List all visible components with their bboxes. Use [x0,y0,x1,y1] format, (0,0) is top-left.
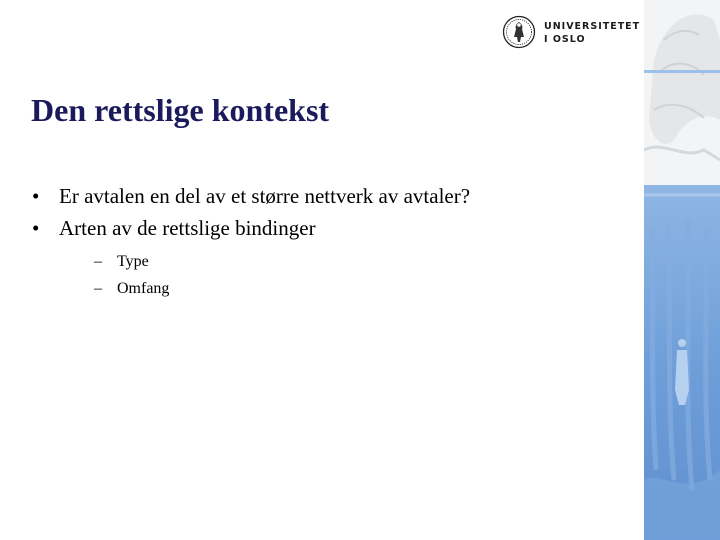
bullet-item [32,180,470,212]
bullet-marker: • [32,184,40,208]
sub-bullet-marker: – [94,280,102,297]
bullet-item [32,212,470,302]
decorative-side-panel [644,0,720,540]
sub-bullet-list [59,248,470,302]
bullet-text: Er avtalen en del av et større nettverk av avtaler? [59,184,471,208]
sub-bullet-item [59,248,470,275]
bullet-text: Arten av de rettslige bindinger [59,216,316,240]
sub-bullet-text: Type [117,253,149,270]
bullet-marker: • [32,216,40,240]
bullet-list [32,180,470,302]
sub-bullet-marker: – [94,253,102,270]
university-logo [502,15,642,51]
university-seal-icon [502,15,536,49]
logo-line-1: UNIVERSITETET [544,21,641,32]
sub-bullet-text: Omfang [117,280,170,297]
slide-title: Den rettslige kontekst [31,92,330,128]
logo-wordmark [544,20,640,46]
logo-line-2: I OSLO [544,34,586,45]
sub-bullet-item [59,275,470,302]
